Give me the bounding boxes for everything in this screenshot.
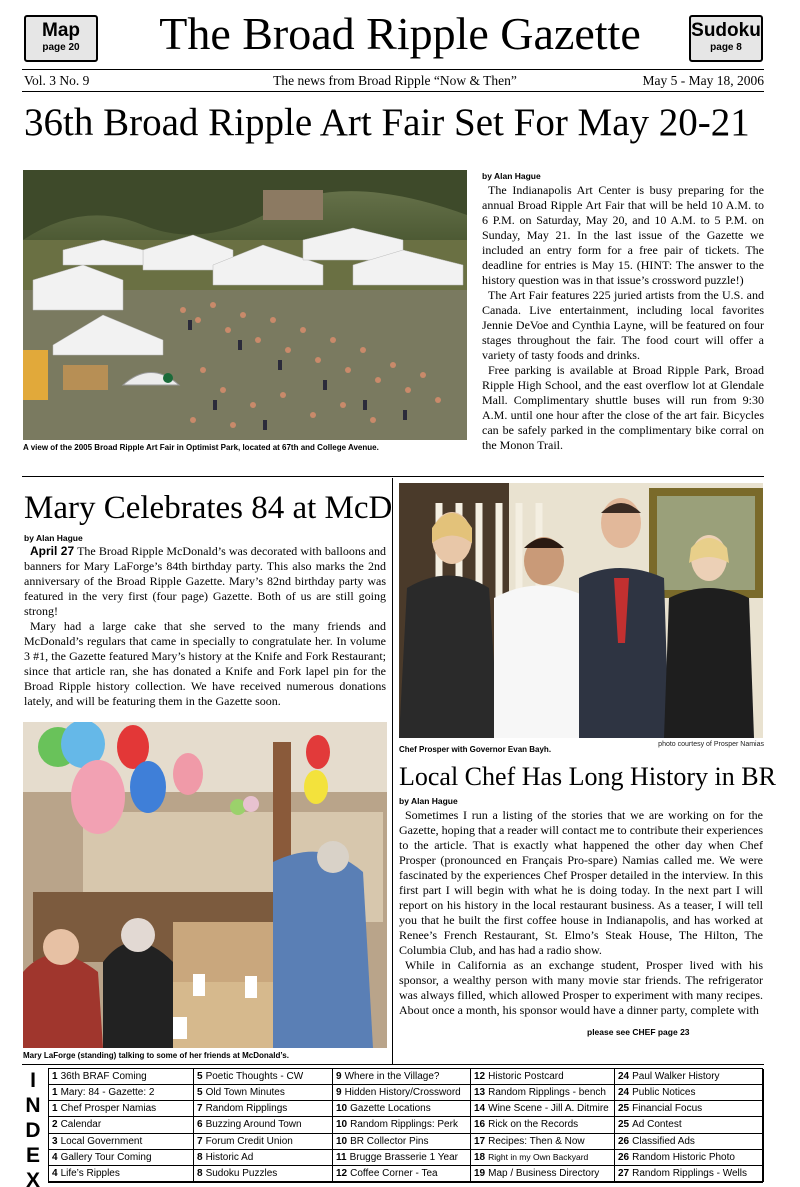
- index-page-number: 8: [197, 1151, 203, 1163]
- index-entry[interactable]: [333, 1117, 471, 1133]
- chef-story-body: [399, 808, 763, 1018]
- index-entry-title: Historic Postcard: [488, 1071, 564, 1082]
- index-entry[interactable]: [49, 1085, 194, 1101]
- index-entry-title: Calendar: [60, 1119, 102, 1131]
- lead-byline: by Alan Hague: [482, 171, 541, 181]
- index-entry-title: Gallery Tour Coming: [60, 1151, 152, 1163]
- chef-paragraph-2: While in California as an exchange student, Prosper lived with his sponsor, a wealthy person with many movie star friends. The refrigerator was always filled, which allowed Prosper to experiment with many recipes. About once a month, his sponsor would have a dinner party, complete with: [399, 958, 763, 1017]
- index-entry-title: Random Ripplings - Wells: [632, 1167, 747, 1179]
- index-entry[interactable]: [194, 1101, 333, 1117]
- index-table: [48, 1068, 763, 1183]
- index-entry[interactable]: [615, 1166, 764, 1182]
- chef-byline: by Alan Hague: [399, 796, 458, 806]
- index-entry-title: Ad Contest: [632, 1119, 682, 1131]
- chef-paragraph-1: Sometimes I run a listing of the stories that we are working on for the Gazette, hoping that a reader will contact me to contribute their experiences to the article. That is exactly what happened the other day when Chef Prosper (pronounced en Français Pro-spare) Namias called me. We were fascinated by the experiences Chef Prosper detailed in the interview. In this first part I will begin with what he is doing today. In the next part I will report on his history in the local restaurant business. As a teaser, I will tell you that he built the first coffee house in Indianapolis, and has worked at Renee’s French Restaurant, St. Elmo’s Steak House, The Hilton, The Columbia Club, and has had a radio show.: [399, 808, 763, 957]
- mary-paragraph-2: Mary had a large cake that she served to the many friends and McDonald’s regulars that came in specially to congratulate her. In volume 3 #1, the Gazette featured Mary’s history at the Knife and Fork Restaurant; since that article ran, she has donated a Knife and Fork lapel pin for the Broad Ripple history collection. We have received numerous donations lately, and will be featuring them in the Gazette soon.: [24, 619, 386, 708]
- index-entry[interactable]: [333, 1069, 471, 1085]
- index-page-number: 16: [474, 1119, 486, 1131]
- index-entry-title: Random Historic Photo: [632, 1151, 735, 1163]
- index-entry[interactable]: [49, 1150, 194, 1166]
- map-page-number: page 20: [42, 42, 80, 53]
- index-page-number: 13: [474, 1087, 486, 1099]
- index-entry-title: Random Ripplings - bench: [488, 1087, 606, 1099]
- index-page-number: 25: [618, 1103, 630, 1115]
- index-entry-title: Classified Ads: [632, 1135, 695, 1147]
- index-entry[interactable]: [49, 1069, 194, 1085]
- mcdonalds-photo: [23, 722, 387, 1048]
- index-page-number: 18: [474, 1151, 486, 1163]
- index-entry-title: Sudoku Puzzles: [205, 1167, 278, 1179]
- index-entry[interactable]: [194, 1069, 333, 1085]
- index-entry-title: Hidden History/Crossword: [344, 1087, 461, 1099]
- index-label: [22, 1070, 44, 1187]
- index-page-number: 7: [197, 1103, 203, 1115]
- index-entry[interactable]: [194, 1166, 333, 1182]
- chef-headline: Local Chef Has Long History in BR: [399, 762, 776, 791]
- index-page-number: 5: [197, 1071, 203, 1082]
- issue-dates: May 5 - May 18, 2006: [642, 73, 764, 88]
- chef-continued-link[interactable]: please see CHEF page 23: [587, 1027, 690, 1037]
- index-page-number: 9: [336, 1071, 342, 1082]
- index-entry[interactable]: [333, 1085, 471, 1101]
- index-entry[interactable]: [471, 1085, 615, 1101]
- lead-paragraph-1: The Indianapolis Art Center is busy preparing for the annual Broad Ripple Art Fair that will be held 10 A.M. to 6 P.M. on Saturday, May 20, and 10 A.M. to 5 P.M. on Sunday, May 21. In the last issue of the Gazette we included an entry form for a free pair of tickets. The deadline for entries is May 15. (HINT: The answer to the history question was in that issue’s crossword puzzle!): [482, 183, 764, 287]
- column-divider: [392, 478, 393, 1064]
- index-entry[interactable]: [333, 1150, 471, 1166]
- index-page-number: 11: [336, 1151, 347, 1163]
- index-page-number: 10: [336, 1119, 348, 1131]
- index-page-number: 7: [197, 1135, 203, 1147]
- index-page-number: 24: [618, 1087, 630, 1099]
- mary-headline: Mary Celebrates 84 at McD: [24, 490, 393, 526]
- art-fair-photo: [23, 170, 467, 440]
- index-page-number: 1: [52, 1071, 58, 1082]
- index-entry-title: Brugge Brasserie 1 Year: [349, 1151, 458, 1163]
- index-entry-title: Where in the Village?: [344, 1071, 440, 1082]
- index-entry[interactable]: [194, 1150, 333, 1166]
- mary-paragraph-1-text: The Broad Ripple McDonald’s was decorated with balloons and banners for Mary LaForge’s 84th birthday party. This also marks the 2nd anniversary of the Broad Ripple Gazette. Mary’s 82nd birthday party was featured in the very first (four page) Gazette. Both of us are still going strong!: [24, 544, 386, 618]
- lead-paragraph-3: Free parking is available at Broad Ripple Park, Broad Ripple High School, and the east overflow lot at Glendale Mall. Complimentary shuttle buses will run from 9:30 A.M. until one hour after the close of the art fair. Bicycles can be safely parked in the complimentary bike corral on the Monon Trail.: [482, 363, 764, 452]
- index-entry-title: Mary: 84 - Gazette: 2: [60, 1087, 155, 1099]
- index-entry-title: Recipes: Then & Now: [488, 1135, 585, 1147]
- index-entry-title: Poetic Thoughts - CW: [205, 1071, 304, 1082]
- index-entry[interactable]: [615, 1101, 764, 1117]
- index-entry[interactable]: [471, 1117, 615, 1133]
- index-entry[interactable]: [471, 1166, 615, 1182]
- index-page-number: 10: [336, 1103, 348, 1115]
- index-entry[interactable]: [471, 1069, 615, 1085]
- map-label: Map: [42, 20, 80, 41]
- index-entry-title: Financial Focus: [632, 1103, 703, 1115]
- mary-story-body: [24, 544, 386, 709]
- index-entry[interactable]: [333, 1166, 471, 1182]
- index-entry[interactable]: [471, 1134, 615, 1150]
- index-entry-title: Local Government: [60, 1135, 143, 1147]
- index-letter: D: [25, 1119, 41, 1142]
- index-entry[interactable]: [49, 1134, 194, 1150]
- index-page-number: 9: [336, 1087, 342, 1099]
- index-entry[interactable]: [615, 1134, 764, 1150]
- index-page-number: 25: [618, 1119, 630, 1131]
- lead-headline: 36th Broad Ripple Art Fair Set For May 20-21: [24, 101, 750, 144]
- index-page-number: 19: [474, 1167, 486, 1179]
- index-page-number: 6: [197, 1119, 203, 1131]
- index-entry[interactable]: [194, 1134, 333, 1150]
- volume-number: Vol. 3 No. 9: [24, 73, 90, 88]
- index-entry-title: Forum Credit Union: [205, 1135, 293, 1147]
- index-top-rule: [22, 1064, 764, 1065]
- index-page-number: 2: [52, 1119, 58, 1131]
- section-divider: [22, 476, 764, 477]
- index-entry-title: Buzzing Around Town: [205, 1119, 302, 1131]
- index-page-number: 24: [618, 1071, 630, 1082]
- index-page-number: 4: [52, 1151, 58, 1163]
- index-entry-title: Gazette Locations: [350, 1103, 431, 1115]
- index-entry[interactable]: [49, 1166, 194, 1182]
- index-page-number: 26: [618, 1135, 630, 1147]
- index-entry[interactable]: [49, 1117, 194, 1133]
- index-entry[interactable]: [615, 1069, 764, 1085]
- index-entry-title: Chef Prosper Namias: [60, 1103, 157, 1115]
- newspaper-title: The Broad Ripple Gazette: [159, 8, 641, 59]
- index-page-number: 27: [618, 1167, 630, 1179]
- index-page-number: 14: [474, 1103, 486, 1115]
- sudoku-page-link[interactable]: [689, 15, 763, 62]
- index-page-number: 1: [52, 1103, 58, 1115]
- index-entry[interactable]: [471, 1101, 615, 1117]
- tagline: The news from Broad Ripple “Now & Then”: [273, 73, 517, 88]
- index-entry-title: Historic Ad: [205, 1151, 254, 1163]
- masthead-top-rule: [22, 69, 764, 70]
- index-entry-title: Public Notices: [632, 1087, 696, 1099]
- index-entry-title: Old Town Minutes: [205, 1087, 285, 1099]
- index-letter: N: [25, 1094, 41, 1117]
- chef-photo-credit: photo courtesy of Prosper Namias: [658, 741, 764, 748]
- map-page-link[interactable]: [24, 15, 98, 62]
- index-entry-title: 36th BRAF Coming: [60, 1071, 147, 1082]
- index-page-number: 12: [336, 1167, 348, 1179]
- index-entry-title: Life’s Ripples: [60, 1167, 120, 1179]
- index-entry-title: Coffee Corner - Tea: [350, 1167, 438, 1179]
- index-page-number: 5: [197, 1087, 203, 1099]
- index-entry-title: Random Ripplings: [205, 1103, 288, 1115]
- index-letter: X: [25, 1169, 40, 1187]
- index-page-number: 17: [474, 1135, 486, 1147]
- sudoku-page-number: page 8: [710, 42, 742, 53]
- art-fair-photo-caption: A view of the 2005 Broad Ripple Art Fair in Optimist Park, located at 67th and College Avenue.: [23, 443, 379, 452]
- index-entry-title: Paul Walker History: [632, 1071, 720, 1082]
- index-entry[interactable]: [194, 1085, 333, 1101]
- mcdonalds-photo-caption: Mary LaForge (standing) talking to some of her friends at McDonald’s.: [23, 1051, 289, 1060]
- index-page-number: 3: [52, 1135, 58, 1147]
- index-entry[interactable]: [615, 1085, 764, 1101]
- index-page-number: 26: [618, 1151, 630, 1163]
- index-entry[interactable]: [194, 1117, 333, 1133]
- index-entry[interactable]: [333, 1134, 471, 1150]
- index-entry-title: Random Ripplings: Perk: [350, 1119, 458, 1131]
- masthead-bottom-rule: [22, 91, 764, 92]
- chef-photo-caption: Chef Prosper with Governor Evan Bayh.: [399, 745, 552, 754]
- index-page-number: 4: [52, 1167, 58, 1179]
- lead-story-body: [482, 183, 764, 453]
- mary-paragraph-1: [24, 544, 386, 619]
- index-entry[interactable]: [49, 1101, 194, 1117]
- index-page-number: 10: [336, 1135, 348, 1147]
- mary-dateline: April 27: [30, 544, 75, 558]
- index-page-number: 12: [474, 1071, 486, 1082]
- index-letter: I: [30, 1069, 36, 1092]
- index-page-number: 8: [197, 1167, 203, 1179]
- index-entry-title: Right in my Own Backyard: [488, 1151, 589, 1162]
- index-page-number: 1: [52, 1087, 58, 1099]
- index-entry-title: BR Collector Pins: [350, 1135, 429, 1147]
- index-entry[interactable]: [471, 1150, 615, 1166]
- index-entry[interactable]: [333, 1101, 471, 1117]
- index-entry-title: Map / Business Directory: [488, 1167, 600, 1179]
- index-entry[interactable]: [615, 1150, 764, 1166]
- index-entry-title: Wine Scene - Jill A. Ditmire: [488, 1103, 609, 1115]
- sudoku-label: Sudoku: [691, 20, 761, 41]
- lead-paragraph-2: The Art Fair features 225 juried artists from the U.S. and Canada. Live entertainment, including local favorites Jennie DeVoe and Cynthia Layne, will be featured on four stages throughout the fair. The food court will offer a variety of tasty foods and drinks.: [482, 288, 764, 362]
- index-entry[interactable]: [615, 1117, 764, 1133]
- mary-byline: by Alan Hague: [24, 533, 83, 543]
- index-letter: E: [25, 1144, 40, 1167]
- index-entry-title: Rick on the Records: [488, 1119, 579, 1131]
- chef-governor-photo: [399, 483, 763, 738]
